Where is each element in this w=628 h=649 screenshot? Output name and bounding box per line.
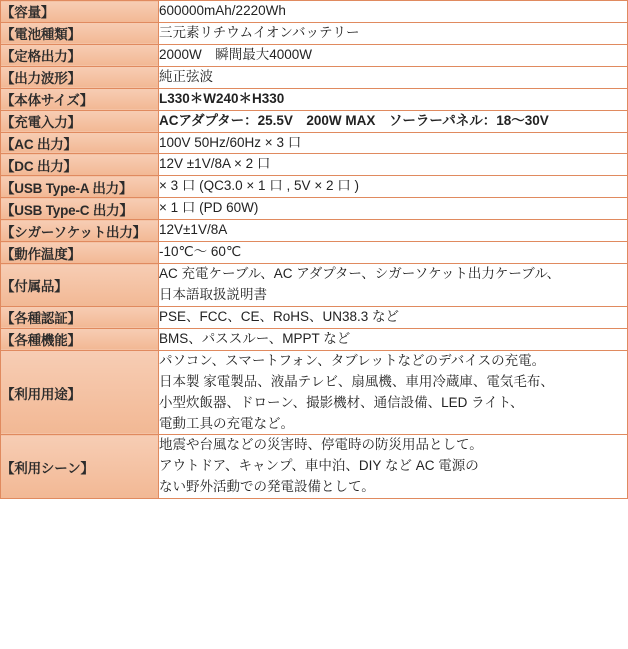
spec-value-line: AC 充電ケーブル、AC アダプター、シガーソケット出力ケーブル、 (159, 266, 561, 282)
spec-label: 【DC 出力】 (1, 154, 159, 176)
spec-value (159, 132, 628, 154)
spec-label: 【USB Type-A 出力】 (1, 176, 159, 198)
spec-value (159, 198, 628, 220)
table-row (1, 328, 628, 350)
spec-value (159, 110, 628, 132)
table-row (1, 22, 628, 44)
spec-value-line: × 3 口 (QC3.0 × 1 口 , 5V × 2 口 ) (159, 178, 359, 194)
spec-value-line: 600000mAh/2220Wh (159, 3, 286, 18)
spec-label: 【各種認証】 (1, 306, 159, 328)
spec-value-line: 2000W 瞬間最大4000W (159, 46, 313, 62)
spec-value (159, 328, 628, 350)
spec-table-body (1, 1, 628, 499)
spec-value-line: 純正弦波 (159, 68, 213, 84)
table-row (1, 132, 628, 154)
spec-value-line: 100V 50Hz/60Hz × 3 口 (159, 134, 302, 150)
spec-label: 【動作温度】 (1, 242, 159, 264)
table-row (1, 264, 628, 307)
spec-value (159, 1, 628, 23)
spec-label: 【電池種類】 (1, 22, 159, 44)
spec-label: 【利用用途】 (1, 350, 159, 435)
spec-value (159, 242, 628, 264)
table-row (1, 44, 628, 66)
table-row (1, 242, 628, 264)
spec-value-line: アウトドア、キャンプ、車中泊、DIY など AC 電源の (159, 458, 479, 474)
table-row (1, 66, 628, 88)
table-row (1, 176, 628, 198)
spec-value-line: 12V ±1V/8A × 2 口 (159, 156, 271, 172)
spec-value (159, 435, 628, 499)
spec-label: 【定格出力】 (1, 44, 159, 66)
spec-label: 【出力波形】 (1, 66, 159, 88)
spec-value (159, 176, 628, 198)
spec-value-line: 12V±1V/8A (159, 222, 228, 238)
table-row (1, 1, 628, 23)
spec-label: 【AC 出力】 (1, 132, 159, 154)
table-row (1, 88, 628, 110)
spec-value (159, 44, 628, 66)
spec-value (159, 66, 628, 88)
table-row (1, 198, 628, 220)
table-row (1, 306, 628, 328)
table-row (1, 154, 628, 176)
spec-value (159, 22, 628, 44)
spec-value-line: 日本語取扱説明書 (159, 286, 267, 302)
spec-label: 【利用シーン】 (1, 435, 159, 499)
spec-label: 【容量】 (1, 1, 159, 23)
spec-value-line: 電動工具の充電など。 (159, 415, 294, 431)
spec-value-line: -10℃〜 60℃ (159, 244, 242, 260)
spec-value (159, 154, 628, 176)
spec-value-line: L330＊W240＊H330 (159, 90, 285, 106)
table-row (1, 435, 628, 499)
spec-value-line: パソコン、スマートフォン、タブレットなどのデバイスの充電。 (159, 352, 546, 368)
spec-label: 【充電入力】 (1, 110, 159, 132)
spec-label: 【USB Type-C 出力】 (1, 198, 159, 220)
spec-value (159, 220, 628, 242)
table-row (1, 110, 628, 132)
table-row (1, 220, 628, 242)
spec-value-line: 日本製 家電製品、液晶テレビ、扇風機、車用冷蔵庫、電気毛布、 (159, 373, 554, 389)
spec-value-line: BMS、パススルー、MPPT など (159, 330, 351, 346)
spec-value-line: ない野外活動での発電設備として。 (159, 479, 375, 495)
spec-label: 【本体サイズ】 (1, 88, 159, 110)
spec-label: 【各種機能】 (1, 328, 159, 350)
spec-label: 【付属品】 (1, 264, 159, 307)
spec-value (159, 264, 628, 307)
table-row (1, 350, 628, 435)
spec-label: 【シガーソケット出力】 (1, 220, 159, 242)
spec-value (159, 88, 628, 110)
spec-value-line: 小型炊飯器、ドローン、撮影機材、通信設備、LED ライト、 (159, 394, 524, 410)
spec-value (159, 306, 628, 328)
spec-value-line: 三元素リチウムイオンバッテリー (159, 24, 360, 40)
spec-value (159, 350, 628, 435)
spec-value-line: PSE、FCC、CE、RoHS、UN38.3 など (159, 308, 400, 324)
spec-value-line: 地震や台風などの災害時、停電時の防災用品として。 (159, 437, 483, 453)
spec-value-line: ACアダプター：25.5V 200W MAX ソーラーパネル：18〜30V (159, 112, 549, 128)
spec-value-line: × 1 口 (PD 60W) (159, 200, 259, 216)
